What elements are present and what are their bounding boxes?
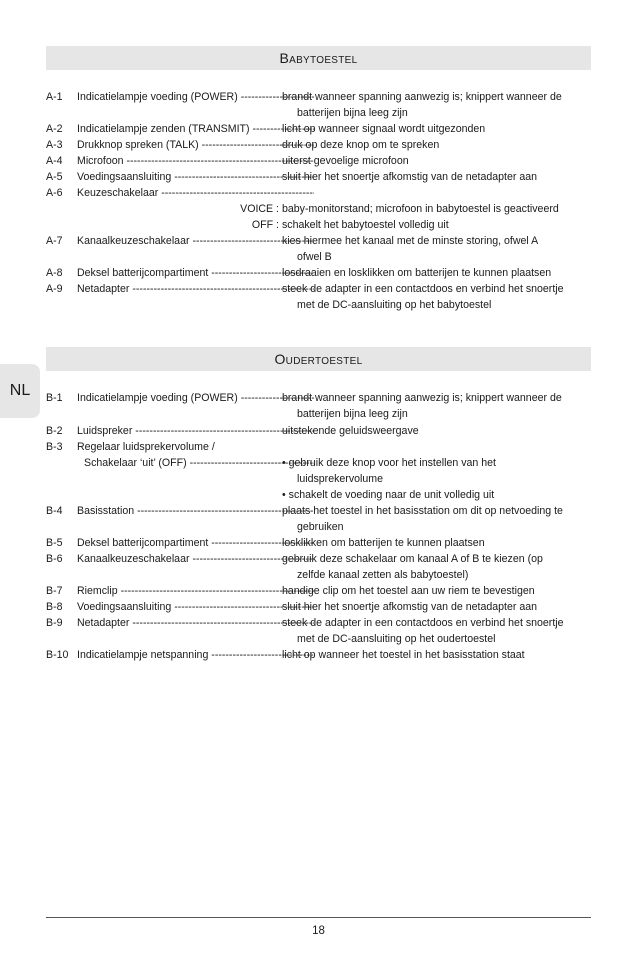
item-code: A-4 [46, 155, 63, 167]
list-item [46, 121, 591, 137]
list-item [46, 599, 591, 615]
item-description: • gebruik deze knop voor het instellen van het [282, 457, 496, 469]
list-item-continuation [46, 105, 591, 121]
item-description: • schakelt de voeding naar de unit volledig uit [282, 489, 495, 501]
list-item [46, 535, 591, 551]
list-item [46, 583, 591, 599]
item-label: Kanaalkeuzeschakelaar ----- [77, 233, 314, 249]
item-code: A-5 [46, 171, 63, 183]
list-item [46, 551, 591, 567]
item-description: steek de adapter in een contactdoos en verbind het snoertje [282, 617, 564, 629]
item-description: uitstekende geluidsweergave [282, 425, 419, 437]
item-code: B-9 [46, 617, 63, 629]
item-description: schakelt het babytoestel volledig uit [282, 219, 449, 231]
list-item-continuation [46, 455, 591, 471]
list-item [46, 390, 591, 406]
item-description: zelfde kanaal zetten als babytoestel) [297, 569, 469, 581]
list-item [46, 233, 591, 249]
item-label: Schakelaar ‘uit’ (OFF) ----- [84, 455, 314, 471]
item-description: batterijen bijna leeg zijn [297, 107, 408, 119]
item-label: Voedingsaansluiting ----- [77, 169, 314, 185]
item-label: Deksel batterijcompartiment ----- [77, 535, 314, 551]
item-description: kies hiermee het kanaal met de minste storing, ofwel A [282, 235, 539, 247]
item-description: uiterst gevoelige microfoon [282, 155, 409, 167]
list-item [46, 89, 591, 105]
item-label: Deksel batterijcompartiment ----- [77, 265, 314, 281]
item-description: licht op wanneer signaal wordt uitgezonden [282, 123, 486, 135]
item-description: ofwel B [297, 251, 332, 263]
list-item [46, 169, 591, 185]
footer-divider [46, 917, 591, 918]
item-label: Regelaar luidsprekervolume / [77, 441, 215, 453]
item-label: Riemclip ----- [77, 583, 314, 599]
item-description: losklikken om batterijen te kunnen plaatsen [282, 537, 485, 549]
item-description: licht op wanneer het toestel in het basisstation staat [282, 649, 525, 661]
page-number: 18 [312, 925, 325, 937]
option-key: VOICE : [240, 203, 279, 215]
item-label: Kanaalkeuzeschakelaar ----- [77, 551, 314, 567]
list-item [46, 281, 591, 297]
list-item-continuation [46, 631, 591, 647]
item-description: brandt wanneer spanning aanwezig is; knippert wanneer de [282, 392, 562, 404]
list-item [46, 153, 591, 169]
item-code: A-7 [46, 235, 63, 247]
item-description: gebruik deze schakelaar om kanaal A of B te kiezen (op [282, 553, 543, 565]
section-title-oudertoestel: Oudertoestel [46, 347, 591, 371]
item-code: B-4 [46, 505, 63, 517]
list-item-continuation [46, 406, 591, 422]
item-description: steek de adapter in een contactdoos en verbind het snoertje [282, 283, 564, 295]
list-item [46, 615, 591, 631]
item-description: met de DC-aansluiting op het babytoestel [297, 299, 492, 311]
item-code: A-1 [46, 91, 63, 103]
item-description: druk op deze knop om te spreken [282, 139, 440, 151]
list-item-continuation [46, 567, 591, 583]
item-description: plaats het toestel in het basisstation om dit op netvoeding te [282, 505, 563, 517]
item-code: B-6 [46, 553, 63, 565]
option-key: OFF : [251, 219, 279, 231]
item-code: A-6 [46, 187, 63, 199]
list-item-continuation [46, 487, 591, 503]
item-code: A-2 [46, 123, 63, 135]
item-label: Luidspreker ----- [77, 423, 314, 439]
item-label: Netadapter ----- [77, 615, 314, 631]
list-item-option [46, 201, 591, 217]
section-title-babytoestel: Babytoestel [46, 46, 591, 70]
item-label: Netadapter ----- [77, 281, 314, 297]
item-code: A-3 [46, 139, 63, 151]
list-item [46, 439, 591, 455]
item-label: Basisstation ----- [77, 503, 314, 519]
list-item-option [46, 217, 591, 233]
item-code: B-2 [46, 425, 63, 437]
item-description: handige clip om het toestel aan uw riem te bevestigen [282, 585, 535, 597]
list-item-continuation [46, 297, 591, 313]
item-label: Indicatielampje zenden (TRANSMIT) ----- [77, 121, 314, 137]
item-description: sluit hier het snoertje afkomstig van de netadapter aan [282, 171, 537, 183]
item-code: B-7 [46, 585, 63, 597]
list-item [46, 647, 591, 663]
item-description: luidsprekervolume [297, 473, 383, 485]
item-code: B-8 [46, 601, 63, 613]
item-label: Indicatielampje voeding (POWER) ----- [77, 390, 314, 406]
list-item [46, 265, 591, 281]
item-label: Microfoon ----- [77, 153, 314, 169]
list-item-continuation [46, 249, 591, 265]
item-description: gebruiken [297, 521, 344, 533]
item-description: batterijen bijna leeg zijn [297, 408, 408, 420]
list-item [46, 137, 591, 153]
item-code: A-8 [46, 267, 63, 279]
item-description: met de DC-aansluiting op het oudertoestel [297, 633, 496, 645]
list-item [46, 185, 591, 201]
list-item [46, 503, 591, 519]
item-code: B-5 [46, 537, 63, 549]
item-code: A-9 [46, 283, 63, 295]
item-code: B-3 [46, 441, 63, 453]
item-label: Indicatielampje voeding (POWER) ----- [77, 89, 314, 105]
list-item-continuation [46, 471, 591, 487]
item-label: Drukknop spreken (TALK) ----- [77, 137, 314, 153]
item-code: B-10 [46, 649, 69, 661]
item-description: losdraaien en losklikken om batterijen te kunnen plaatsen [282, 267, 552, 279]
list-item [46, 423, 591, 439]
item-code: B-1 [46, 392, 63, 404]
language-tab: NL [0, 364, 40, 418]
list-item-continuation [46, 519, 591, 535]
item-description: baby-monitorstand; microfoon in babytoestel is geactiveerd [282, 203, 559, 215]
item-label: Indicatielampje netspanning ----- [77, 647, 314, 663]
item-label: Keuzeschakelaar ----- [77, 185, 314, 201]
item-label: Voedingsaansluiting ----- [77, 599, 314, 615]
item-description: brandt wanneer spanning aanwezig is; knippert wanneer de [282, 91, 562, 103]
item-description: sluit hier het snoertje afkomstig van de netadapter aan [282, 601, 537, 613]
